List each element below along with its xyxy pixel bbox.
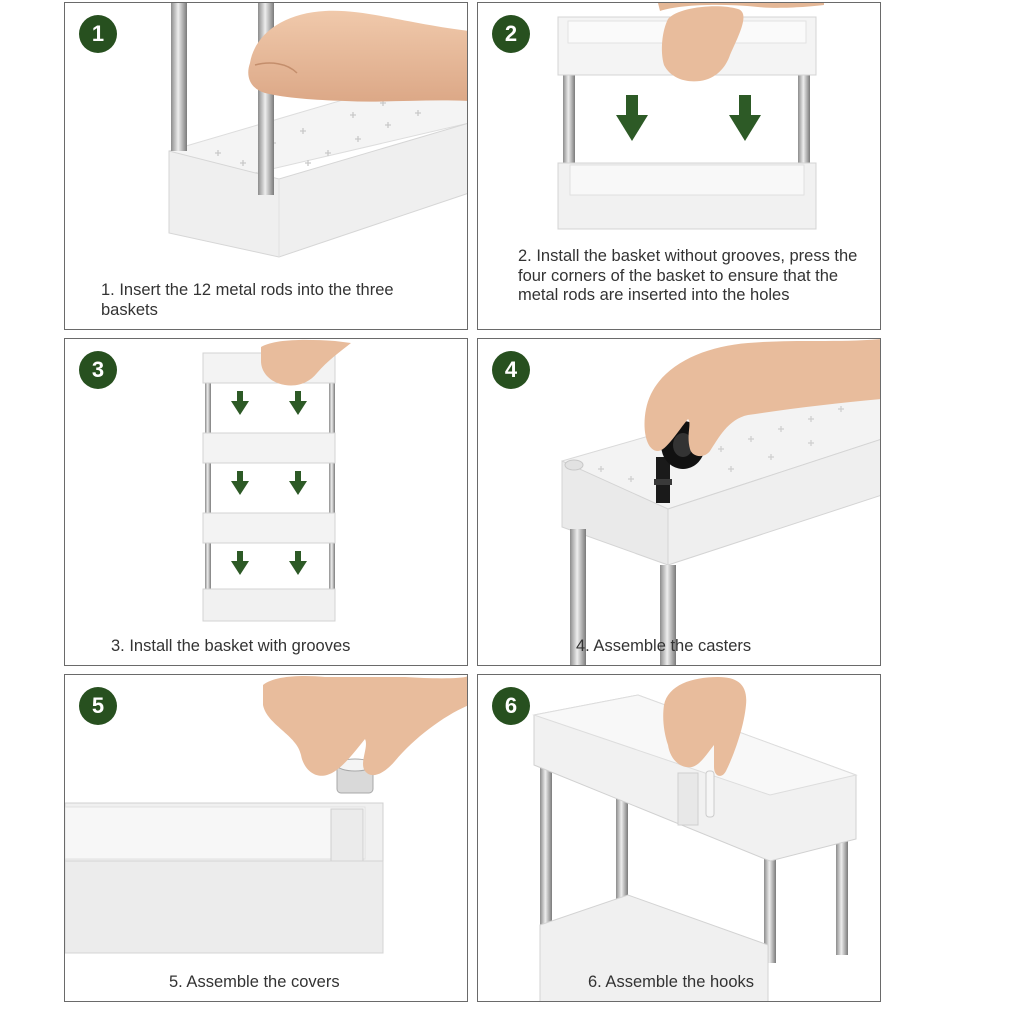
down-arrow-icon <box>729 95 761 141</box>
step-1-panel <box>64 2 468 330</box>
step-caption: 6. Assemble the hooks <box>588 973 755 991</box>
step-caption: 5. Assemble the covers <box>169 973 340 991</box>
step-2-panel <box>477 2 881 330</box>
step-caption: 2. Install the basket without grooves, press the four corners of the basket to ensure that the metal rods are inserted into the holes <box>518 247 858 304</box>
down-arrow-icon <box>231 471 249 495</box>
step-4-panel <box>477 338 881 666</box>
step-badge: 2 <box>492 15 530 53</box>
step-6-illustration <box>478 675 881 1002</box>
step-5-illustration <box>65 675 468 1002</box>
step-caption: 1. Insert the 12 metal rods into the three baskets <box>101 281 394 319</box>
step-caption: 4. Assemble the casters <box>576 637 752 655</box>
step-badge: 5 <box>79 687 117 725</box>
down-arrow-icon <box>616 95 648 141</box>
step-caption: 3. Install the basket with grooves <box>111 637 351 655</box>
down-arrow-icon <box>231 391 249 415</box>
step-6-panel <box>477 674 881 1002</box>
down-arrow-icon <box>289 391 307 415</box>
step-5-panel <box>64 674 468 1002</box>
step-badge: 6 <box>492 687 530 725</box>
down-arrow-icon <box>231 551 249 575</box>
down-arrow-icon <box>289 471 307 495</box>
step-badge: 1 <box>79 15 117 53</box>
step-badge: 4 <box>492 351 530 389</box>
step-3-illustration <box>65 339 468 666</box>
step-3-panel <box>64 338 468 666</box>
step-4-illustration <box>478 339 881 666</box>
step-badge: 3 <box>79 351 117 389</box>
down-arrow-icon <box>289 551 307 575</box>
